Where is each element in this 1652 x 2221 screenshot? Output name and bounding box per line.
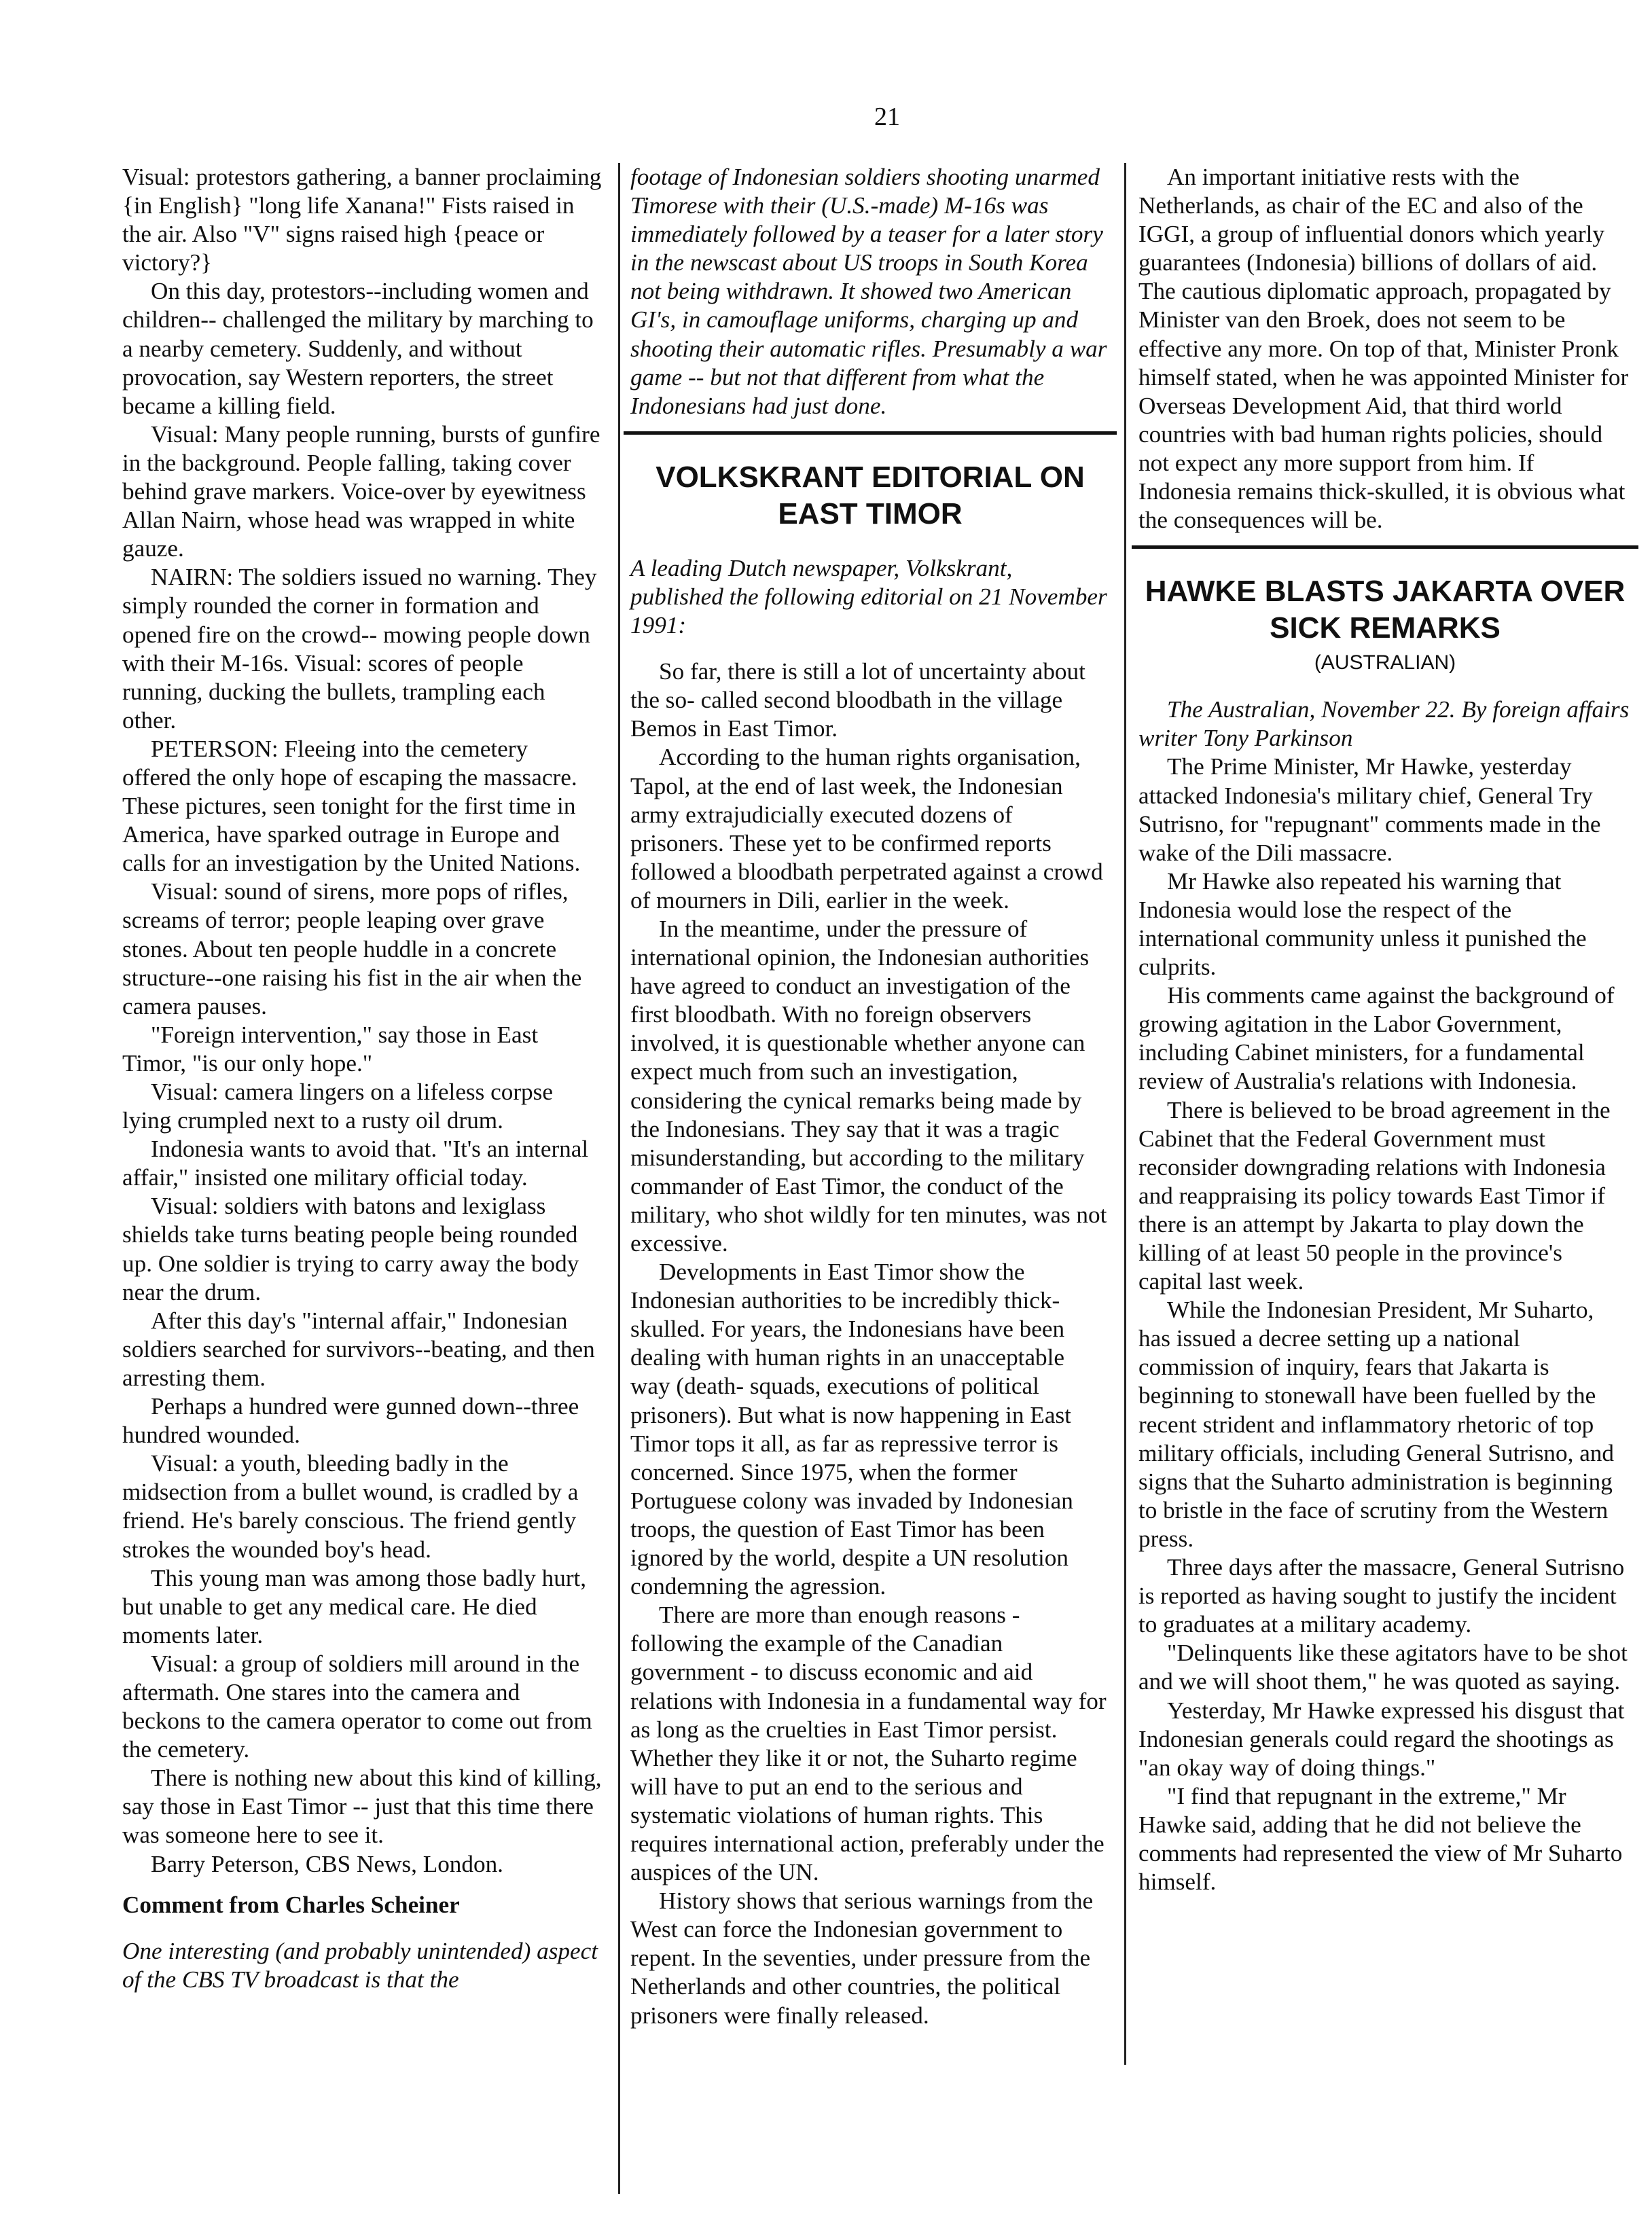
paragraph: His comments came against the background of growing agitation in the Labor Government, including Cabinet ministers, for a fundamental review of Australia's relations with Indonesia. <box>1138 982 1615 1095</box>
article-headline: VOLKSKRANT EDITORIAL ON EAST TIMOR <box>656 460 1085 530</box>
paragraph: Visual: sound of sirens, more pops of rifles, screams of terror; people leaping over grave stones. About ten people huddle in a concrete structure--one raising his fist in the air when the camera pauses. <box>122 878 582 1019</box>
paragraph: Barry Peterson, CBS News, London. <box>151 1850 503 1877</box>
paragraph: An important initiative rests with the Netherlands, as chair of the EC and also of the IGGI, a group of influential donors which yearly guarantees (Indonesia) billions of dollars of aid. The cautious diplomatic approach, propagated by Minister van den Broek, does not seem to be effective any more. On top of that, Minister Pronk himself stated, when he was appointed Minister for Overseas Development Aid, that third world countries with bad human rights policies, should not expect any more support from him. If Indonesia remains thick-skulled, it is obvious what the consequences will be. <box>1138 164 1629 534</box>
column-divider <box>618 163 620 2194</box>
comment-text-continued: footage of Indonesian soldiers shooting unarmed Timorese with their (U.S.-made) M-16s was immediately followed by a teaser for a later story in the newscast about US troops in South Korea not being withdrawn. It showed two American GI's, in camouflage uniforms, charging up and shooting their automatic rifles. Presumably a war game -- but not that different from what the Indonesians had just done. <box>630 164 1107 419</box>
paragraph: "Delinquents like these agitators have to be shot and we will shoot them," he was quoted as saying. <box>1138 1640 1628 1695</box>
column-right <box>1138 163 1632 1896</box>
paragraph: History shows that serious warnings from the West can force the Indonesian government to repent. In the seventies, under pressure from the Netherlands and other countries, the political prisoners were finally released. <box>630 1888 1094 2029</box>
page-number: 21 <box>874 103 900 131</box>
paragraph: Visual: soldiers with batons and lexiglass shields take turns beating people being rounded up. One soldier is trying to carry away the body near the drum. <box>122 1193 579 1305</box>
paragraph: There are more than enough reasons - following the example of the Canadian government - to discuss economic and aid relations with Indonesia in a fundamental way for as long as the cruelties in East Timor persist. Whether they like it or not, the Suharto regime will have to put an end to the serious and systematic violations of human rights. This requires international action, preferably under the auspices of the UN. <box>630 1602 1107 1886</box>
paragraph: Three days after the massacre, General Sutrisno is reported as having sought to justify the incident to graduates at a military academy. <box>1138 1554 1625 1638</box>
paragraph: PETERSON: Fleeing into the cemetery offered the only hope of escaping the massacre. These pictures, seen tonight for the first time in America, have sparked outrage in Europe and calls for an investigation by the United Nations. <box>122 735 581 877</box>
paragraph: Visual: protestors gathering, a banner proclaiming {in English} "long life Xanana!" Fists raised in the air. Also "V" signs raised high {peace or victory?} <box>122 164 602 276</box>
article-byline: The Australian, November 22. By foreign affairs writer Tony Parkinson <box>1138 696 1630 752</box>
paragraph: So far, there is still a lot of uncertainty about the so- called second bloodbath in the village Bemos in East Timor. <box>630 658 1085 742</box>
paragraph: Mr Hawke also repeated his warning that Indonesia would lose the respect of the international community unless it punished the culprits. <box>1138 867 1587 981</box>
column-left <box>122 163 602 1994</box>
paragraph: While the Indonesian President, Mr Suharto, has issued a decree setting up a national commission of inquiry, fears that Jakarta is beginning to stonewall have been fuelled by the recent strident and inflammatory rhetoric of top military officials, including General Sutrisno, and signs that the Suharto administration is beginning to bristle in the face of scrutiny from the Western press. <box>1138 1297 1615 1552</box>
paragraph: According to the human rights organisation, Tapol, at the end of last week, the Indonesian army extrajudicially executed dozens of prisoners. These yet to be confirmed reports followed a bloodbath perpetrated against a crowd of mourners in Dili, earlier in the week. <box>630 744 1103 914</box>
paragraph: There is nothing new about this kind of killing, say those in East Timor -- just that this time there was someone here to see it. <box>122 1765 602 1849</box>
paragraph: Visual: a youth, bleeding badly in the midsection from a bullet wound, is cradled by a friend. He's barely conscious. The friend gently strokes the wounded boy's head. <box>122 1450 579 1563</box>
comment-heading: Comment from Charles Scheiner <box>122 1891 460 1918</box>
paragraph: On this day, protestors--including women and children-- challenged the military by marching to a nearby cemetery. Suddenly, and without provocation, say Western reporters, the street became a killing field. <box>122 278 594 419</box>
column-middle <box>630 163 1110 2030</box>
article-subheadline: (AUSTRALIAN) <box>1314 651 1456 674</box>
paragraph: Yesterday, Mr Hawke expressed his disgust that Indonesian generals could regard the shootings as "an okay way of doing things." <box>1138 1697 1625 1781</box>
column-divider <box>1124 163 1126 2065</box>
section-rule <box>624 431 1117 435</box>
paragraph: Visual: Many people running, bursts of gunfire in the background. People falling, taking cover behind grave markers. Voice-over by eyewitness Allan Nairn, whose head was wrapped in white gauze. <box>122 420 600 562</box>
paragraph: Developments in East Timor show the Indonesian authorities to be incredibly thick-skulled. For years, the Indonesians have been dealing with human rights in an unacceptable way (death- squads, executions of political prisoners). But what is now happening in East Timor tops it all, as far as repressive terror is concerned. Since 1975, when the former Portuguese colony was invaded by Indonesian troops, the question of East Timor has been ignored by the world, despite a UN resolution condemning the agression. <box>630 1259 1073 1600</box>
article-headline: HAWKE BLASTS JAKARTA OVER SICK REMARKS <box>1145 575 1626 645</box>
paragraph: Visual: a group of soldiers mill around in the aftermath. One stares into the camera and beckons to the camera operator to come out from the cemetery. <box>122 1650 592 1763</box>
paragraph: The Prime Minister, Mr Hawke, yesterday attacked Indonesia's military chief, General Try Sutrisno, for "repugnant" comments made in the wake of the Dili massacre. <box>1138 753 1601 866</box>
article-intro: A leading Dutch newspaper, Volkskrant, published the following editorial on 21 November 1991: <box>630 554 1107 639</box>
paragraph: Visual: camera lingers on a lifeless corpse lying crumpled next to a rusty oil drum. <box>122 1079 553 1134</box>
paragraph: Perhaps a hundred were gunned down--three hundred wounded. <box>122 1393 579 1449</box>
paragraph: After this day's "internal affair," Indonesian soldiers searched for survivors--beating, and then arresting them. <box>122 1307 595 1391</box>
paragraph: This young man was among those badly hurt, but unable to get any medical care. He died moments later. <box>122 1564 587 1648</box>
comment-text: One interesting (and probably unintended) aspect of the CBS TV broadcast is that the <box>122 1937 598 1993</box>
paragraph: Indonesia wants to avoid that. "It's an internal affair," insisted one military official today. <box>122 1136 589 1191</box>
paragraph: There is believed to be broad agreement in the Cabinet that the Federal Government must reconsider downgrading relations with Indonesia and reappraising its policy towards East Timor if there is an attempt by Jakarta to play down the killing of at least 50 people in the province's capital last week. <box>1138 1096 1611 1295</box>
paragraph: NAIRN: The soldiers issued no warning. They simply rounded the corner in formation and opened fire on the crowd-- mowing people down with their M-16s. Visual: scores of people running, ducking the bullets, trampling each other. <box>122 564 597 734</box>
paragraph: In the meantime, under the pressure of international opinion, the Indonesian authorities have agreed to conduct an investigation of the first bloodbath. With no foreign observers involved, it is questionable whether anyone can expect much from such an investigation, considering the cynical remarks being made by the Indonesians. They say that it was a tragic misunderstanding, but according to the military commander of East Timor, the conduct of the military, who shot wildly for ten minutes, was not excessive. <box>630 915 1107 1257</box>
section-rule <box>1132 545 1638 549</box>
paragraph: "I find that repugnant in the extreme," Mr Hawke said, adding that he did not believe the comments had represented the view of Mr Suharto himself. <box>1138 1782 1623 1896</box>
paragraph: "Foreign intervention," say those in East Timor, "is our only hope." <box>122 1021 539 1077</box>
